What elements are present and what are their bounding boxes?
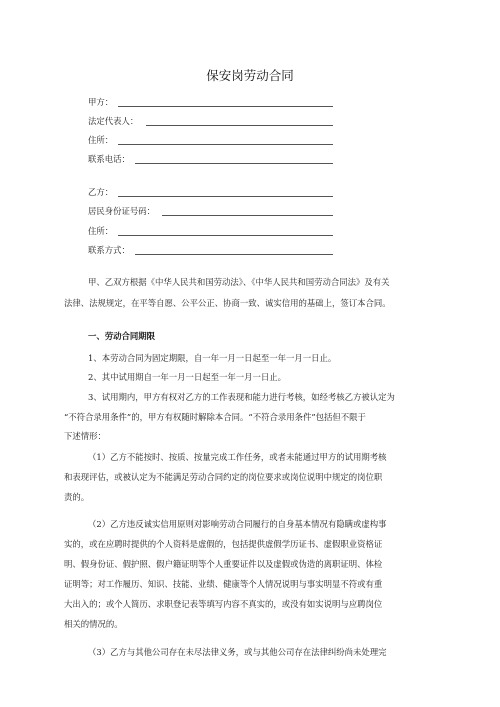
- party-b-contact-underline: [135, 254, 333, 255]
- clause-1-1: 1、本劳动合同为固定期限，自一年一月一日起至一年一月一日止。: [88, 353, 337, 363]
- preamble-line-2: 法律、法规规定，在平等自愿、公平公正、协商一致、诚实信用的基础上，签订本合同。: [64, 298, 391, 308]
- clause-1-2: 2、其中试用期自一年一月一日起至一年一月一日止。: [88, 372, 286, 382]
- item-1-line-2: 和表现评估，或被认定为不能满足劳动合同约定的岗位要求或岗位说明中规定的岗位职: [64, 472, 383, 482]
- document-title: 保安岗劳动合同: [206, 68, 294, 83]
- party-a-phone-field[interactable]: [88, 153, 130, 165]
- party-b-name-underline: [118, 196, 333, 197]
- item-2-line-6: 相关的情况的。: [64, 619, 123, 629]
- party-b-address-label: 住所：: [88, 226, 114, 236]
- party-b-id-underline: [162, 215, 333, 216]
- item-2-line-1: （2）乙方违反诚实信用原则对影响劳动合同履行的自身基本情况有隐瞒或虚构事: [88, 519, 387, 529]
- party-a-representative-underline: [146, 125, 333, 126]
- party-b-address-field[interactable]: [88, 225, 113, 237]
- party-a-name-label: 甲方：: [88, 97, 114, 107]
- item-3-line-1: （3）乙方与其他公司存在未尽法律义务，或与其他公司存在法律纠纷尚未处理完: [88, 647, 387, 657]
- party-a-representative-field[interactable]: [88, 115, 138, 127]
- party-b-name-field[interactable]: [88, 186, 113, 198]
- party-a-address-underline: [118, 144, 333, 145]
- party-a-address-label: 住所：: [88, 135, 114, 145]
- section-1-heading: 一、劳动合同期限: [88, 331, 155, 341]
- party-b-id-field[interactable]: [88, 205, 155, 217]
- party-b-id-label: 居民身份证号码：: [88, 206, 155, 216]
- preamble-line-1: 甲、乙双方根据《中华人民共和国劳动法》、《中华人民共和国劳动合同法》及有关: [88, 277, 390, 287]
- party-a-phone-underline: [135, 163, 333, 164]
- item-1-line-3: 责的。: [64, 492, 90, 502]
- party-a-name-underline: [118, 106, 333, 107]
- party-a-phone-label: 联系电话：: [88, 154, 130, 164]
- party-a-name-field[interactable]: [88, 96, 113, 108]
- item-2-line-3: 明、假身份证、假护照、假户籍证明等个人重要证件以及虚假或伪造的离职证明、体检: [64, 559, 383, 569]
- clause-1-3-line-1: 3、试用期内，甲方有权对乙方的工作表现和能力进行考核，如经考核乙方被认定为: [88, 392, 395, 402]
- party-b-contact-label: 联系方式：: [88, 245, 130, 255]
- party-a-representative-label: 法定代表人：: [88, 116, 139, 126]
- party-a-address-field[interactable]: [88, 134, 113, 146]
- party-b-contact-field[interactable]: [88, 244, 130, 256]
- item-2-line-5: 大出入的；或个人简历、求职登记表等填写内容不真实的，或没有如实说明与应聘岗位: [64, 599, 383, 609]
- item-2-line-2: 实的，或在应聘时提供的个人资料是虚假的，包括提供虚假学历证书、虚假职业资格证: [64, 539, 383, 549]
- item-1-line-1: （1）乙方不能按时、按质、按量完成工作任务，或者未能通过甲方的试用期考核: [88, 452, 387, 462]
- party-b-address-underline: [118, 235, 333, 236]
- clause-1-3-line-2: “不符合录用条件”的，甲方有权随时解除本合同。“不符合录用条件”包括但不限于: [64, 412, 366, 422]
- item-2-line-4: 证明等；对工作履历、知识、技能、业绩、健康等个人情况说明与事实明显不符或有重: [64, 579, 383, 589]
- party-b-name-label: 乙方：: [88, 187, 114, 197]
- clause-1-3-line-3: 下述情形：: [64, 431, 106, 441]
